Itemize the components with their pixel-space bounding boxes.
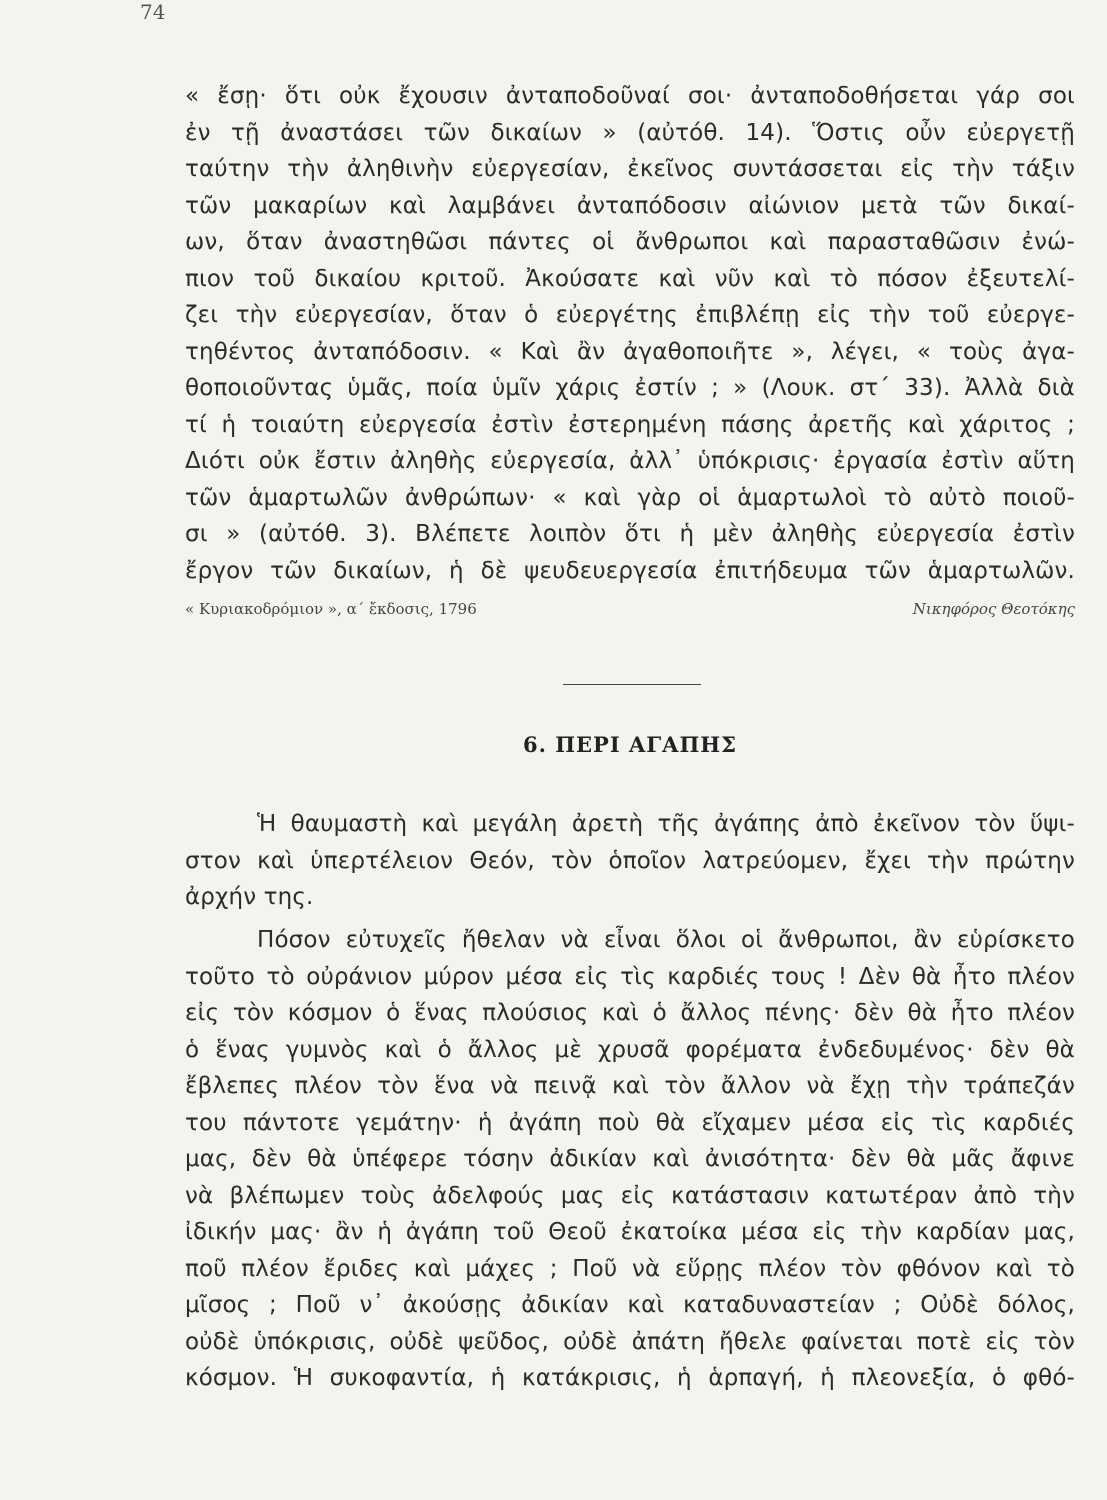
text-line: ζει τὴν εὐεργεσίαν, ὅταν ὁ εὐεργέτης ἐπιβλέπῃ εἰς τὴν τοῦ εὐεργε- <box>185 302 1075 328</box>
text-line: τῶν ἁμαρτωλῶν ἀνθρώπων· « καὶ γὰρ οἱ ἁμαρτωλοὶ τὸ αὐτὸ ποιοῦ- <box>185 484 1075 511</box>
text-line: πιον τοῦ δικαίου κριτοῦ. Ἀκούσατε καὶ νῦν καὶ τὸ πόσον ἐξευτελί- <box>185 265 1075 292</box>
text-line: τοῦτο τὸ οὐράνιον μύρον μέσα εἰς τὶς καρδιές τους ! Δὲν θὰ ἦτο πλέον <box>185 963 1075 990</box>
text-line: Διότι οὐκ ἔστιν ἀληθὴς εὐεργεσία, ἀλλ᾽ ὑπόκρισις· ἐργασία ἐστὶν αὕτη <box>185 448 1075 474</box>
text-line: ἀρχήν της. <box>185 884 314 910</box>
text-line: νὰ βλέπωμεν τοὺς ἀδελφούς μας εἰς κατάστασιν κατωτέραν ἀπὸ τὴν <box>185 1182 1075 1209</box>
section-divider <box>563 684 701 685</box>
text-line: τί ἡ τοιαύτη εὐεργεσία ἐστὶν ἐστερημένη πάσης ἀρετῆς καὶ χάριτος ; <box>185 411 1075 438</box>
text-line: τῶν μακαρίων καὶ λαμβάνει ἀνταπόδοσιν αἰώνιον μετὰ τῶν δικαί- <box>185 192 1075 219</box>
text-line: μας, δὲν θὰ ὑπέφερε τόσην ἀδικίαν καὶ ἀνισότητα· δὲν θὰ μᾶς ἄφινε <box>185 1146 1075 1172</box>
text-line: Πόσον εὐτυχεῖς ἤθελαν νὰ εἶναι ὅλοι οἱ ἄνθρωποι, ἂν εὑρίσκετο <box>257 927 1075 953</box>
text-line: του πάντοτε γεμάτην· ἡ ἀγάπη ποὺ θὰ εἴχαμεν μέσα εἰς τὶς καρδιές <box>185 1109 1075 1136</box>
text-line: εἰς τὸν κόσμον ὁ ἕνας πλούσιος καὶ ὁ ἄλλος πένης· δὲν θὰ ἦτο πλέον <box>185 1000 1075 1026</box>
text-line: ων, ὅταν ἀναστηθῶσι πάντες οἱ ἄνθρωποι καὶ παρασταθῶσιν ἐνώ- <box>185 229 1075 255</box>
section-heading: 6. ΠΕΡΙ ΑΓΑΠΗΣ <box>522 732 737 757</box>
passage-love-para2 <box>185 922 1075 1397</box>
passage-love-para1 <box>185 806 1075 916</box>
source-work: « Κυριακοδρόμιον », α΄ ἔκδοσις, 1796 <box>185 600 477 618</box>
page-number: 74 <box>140 0 166 24</box>
text-line: οὐδὲ ὑπόκρισις, οὐδὲ ψεῦδος, οὐδὲ ἀπάτη ἤθελε φαίνεται ποτὲ εἰς τὸν <box>185 1328 1075 1355</box>
text-line: τηθέντος ἀνταπόδοσιν. « Καὶ ἂν ἀγαθοποιῆτε », λέγει, « τοὺς ἀγα- <box>185 338 1075 365</box>
text-line: ἔργον τῶν δικαίων, ἡ δὲ ψευδευεργεσία ἐπιτήδευμα τῶν ἁμαρτωλῶν. <box>185 557 1075 584</box>
text-line: κόσμον. Ἡ συκοφαντία, ἡ κατάκρισις, ἡ ἁρπαγή, ἡ πλεονεξία, ὁ φθό- <box>185 1365 1075 1391</box>
text-line: ἔβλεπες πλέον τὸν ἕνα νὰ πεινᾷ καὶ τὸν ἄλλον νὰ ἔχῃ τὴν τράπεζάν <box>185 1073 1075 1099</box>
text-line: μῖσος ; Ποῦ ν᾽ ἀκούσῃς ἀδικίαν καὶ καταδυναστείαν ; Οὐδὲ δόλος, <box>185 1292 1075 1318</box>
text-line: ταύτην τὴν ἀληθινὴν εὐεργεσίαν, ἐκεῖνος συντάσσεται εἰς τὴν τάξιν <box>185 156 1075 182</box>
text-line: Ἡ θαυμαστὴ καὶ μεγάλη ἀρετὴ τῆς ἀγάπης ἀπὸ ἐκεῖνον τὸν ὕψι- <box>257 811 1075 837</box>
text-line: θοποιοῦντας ὑμᾶς, ποία ὑμῖν χάρις ἐστίν ; » (Λουκ. στ΄ 33). Ἀλλὰ διὰ <box>185 375 1075 401</box>
passage-benefaction <box>185 78 1075 589</box>
text-line: ἐν τῇ ἀναστάσει τῶν δικαίων » (αὐτόθ. 14). Ὅστις οὖν εὐεργετῇ <box>185 119 1075 146</box>
text-line: στον καὶ ὑπερτέλειον Θεόν, τὸν ὁποῖον λατρεύομεν, ἔχει τὴν πρώτην <box>185 847 1075 874</box>
text-line: « ἔσῃ· ὅτι οὐκ ἔχουσιν ἀνταποδοῦναί σοι· ἀνταποδοθήσεται γάρ σοι <box>185 83 1075 109</box>
text-line: ὁ ἕνας γυμνὸς καὶ ὁ ἄλλος μὲ χρυσᾶ φορέματα ἐνδεδυμένος· δὲν θὰ <box>185 1036 1075 1063</box>
text-line: σι » (αὐτόθ. 3). Βλέπετε λοιπὸν ὅτι ἡ μὲν ἀληθὴς εὐεργεσία ἐστὶν <box>185 521 1075 547</box>
text-line: ἰδικήν μας· ἂν ἡ ἀγάπη τοῦ Θεοῦ ἐκατοίκα μέσα εἰς τὴν καρδίαν μας, <box>185 1219 1075 1245</box>
text-line: ποῦ πλέον ἔριδες καὶ μάχες ; Ποῦ νὰ εὕρῃς πλέον τὸν φθόνον καὶ τὸ <box>185 1255 1075 1282</box>
source-citation <box>185 600 1075 626</box>
source-author: Νικηφόρος Θεοτόκης <box>912 600 1075 618</box>
